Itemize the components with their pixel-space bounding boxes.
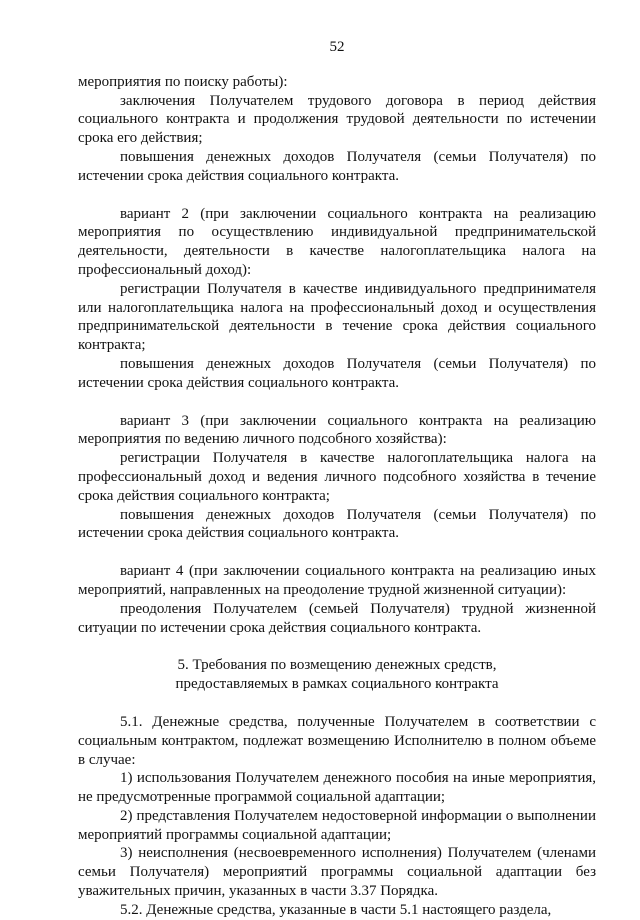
paragraph-continuation: мероприятия по поиску работы): [78, 73, 288, 90]
spacer [78, 694, 596, 713]
spacer [78, 186, 596, 205]
spacer [78, 543, 596, 562]
section-heading-line-1: 5. Требования по возмещению денежных средств, [177, 657, 497, 674]
spacer [78, 637, 596, 656]
paragraph-income-increase-2: повышения денежных доходов Получателя (семьи Получателя) по истечении срока действия социального контракта. [78, 355, 596, 391]
paragraph-registration-taxpayer: регистрации Получателя в качестве налогоплательщика налога на профессиональный доход и ведения личного подсобного хозяйства в течение срока действия социального контракта; [78, 450, 596, 504]
paragraph-5-2: 5.2. Денежные средства, указанные в части 5.1 настоящего раздела, [120, 901, 552, 918]
paragraph-variant-3: вариант 3 (при заключении социального контракта на реализацию мероприятия по ведению личного подсобного хозяйства): [78, 412, 596, 448]
paragraph-employment-contract: заключения Получателем трудового договора в период действия социального контракта и продолжения трудовой деятельности по истечении срока его действия; [78, 92, 596, 147]
paragraph-variant-4: вариант 4 (при заключении социального контракта на реализацию иных мероприятий, направленных на преодоление трудной жизненной ситуации): [78, 563, 596, 598]
section-heading-line-2: предоставляемых в рамках социального контракта [175, 676, 499, 693]
spacer [78, 393, 596, 412]
page-number: 52 [329, 39, 345, 55]
paragraph-registration-entrepreneur: регистрации Получателя в качестве индивидуального предпринимателя или налогоплательщика налога на профессиональный доход и осуществления предпринимательской деятельности в течение срока действия социального контракта; [78, 280, 596, 354]
paragraph-5-1: 5.1. Денежные средства, полученные Получателем в соответствии с социальным контрактом, подлежат возмещению Исполнителю в полном объеме в случае: [78, 713, 596, 768]
paragraph-income-increase-3: повышения денежных доходов Получателя (семьи Получателя) по истечении срока действия социального контракта. [78, 506, 596, 542]
list-item-1: 1) использования Получателем денежного пособия на иные мероприятия, не предусмотренные программой социальной адаптации; [78, 770, 596, 806]
paragraph-variant-2: вариант 2 (при заключении социального контракта на реализацию мероприятия по осуществлению индивидуальной предпринимательской деятельности, деятельности в качестве налогоплательщика налога на профессиональный доход): [78, 205, 596, 278]
list-item-3: 3) неисполнения (несвоевременного исполнения) Получателем (членами семьи Получателя) мероприятий программы социальной адаптации без уважительных причин, указанных в части 3.37 Порядка. [78, 845, 596, 900]
list-item-2: 2) представления Получателем недостоверной информации о выполнении мероприятий программы социальной адаптации; [78, 807, 596, 843]
paragraph-income-increase-1: повышения денежных доходов Получателя (семьи Получателя) по истечении срока действия социального контракта. [78, 148, 596, 184]
paragraph-overcoming-situation: преодоления Получателем (семьей Получателя) трудной жизненной ситуации по истечении срока действия социального контракта. [78, 600, 596, 636]
